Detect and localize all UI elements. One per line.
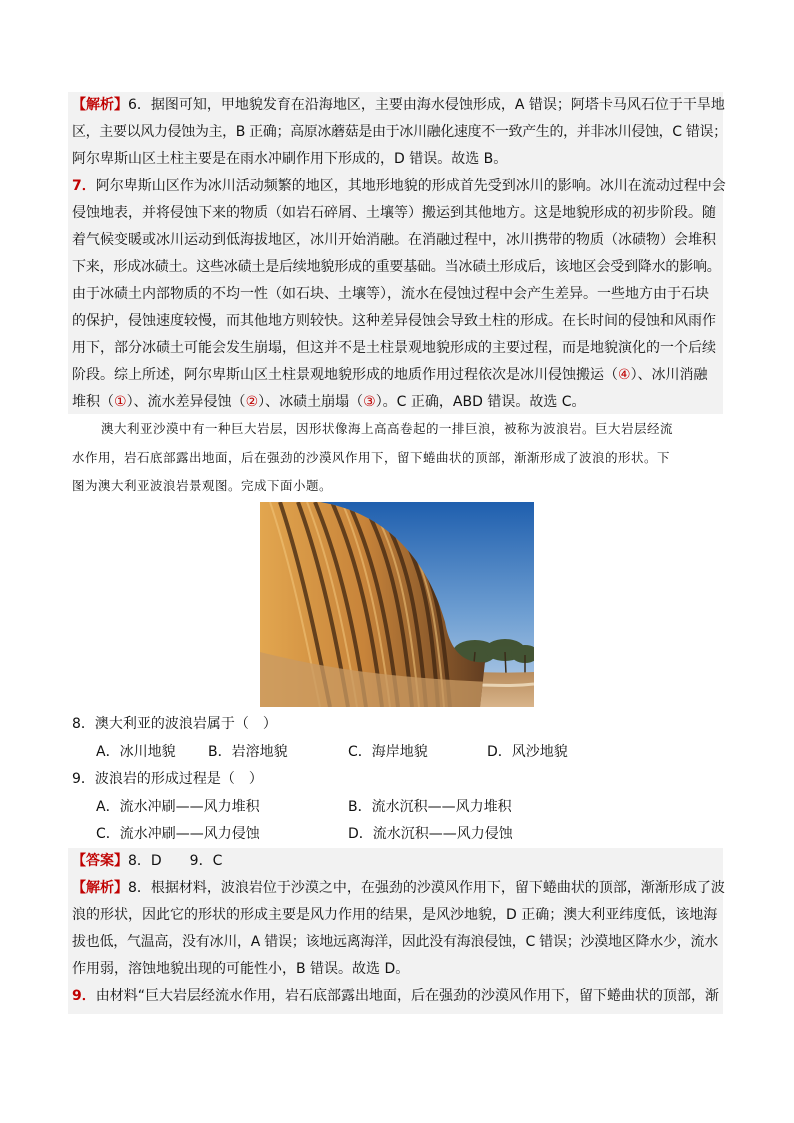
circled-number: ②	[245, 394, 259, 410]
circled-number: ③	[363, 394, 376, 410]
analysis-7-line: 侵蚀地表，并将侵蚀下来的物质（如岩石碎屑、土壤等）搬运到其他地方。这是地貌形成的初步阶段。随	[72, 205, 716, 221]
material-line: 水作用，岩石底部露出地面，后在强劲的沙漠风作用下，留下蜷曲状的顶部，渐渐形成了波浪的形状。下	[72, 450, 671, 465]
answer-line: 【答案】8．D 9．C	[72, 853, 223, 869]
question-8-stem: 8．澳大利亚的波浪岩属于（ ）	[72, 716, 277, 732]
q9-option-c[interactable]: C．流水冲刷——风力侵蚀	[96, 826, 260, 842]
analysis-line: 区，主要以风力侵蚀为主，B 正确；高原冰蘑菇是由于冰川融化速度不一致产生的，并非冰川侵蚀，C 错误；	[72, 124, 727, 140]
circled-number: ④	[618, 367, 631, 383]
analysis-8-line: 拔也低，气温高，没有冰川，A 错误；该地远离海洋，因此没有海浪侵蚀，C 错误；沙漠地区降水少，流水	[72, 934, 719, 950]
analysis-tag: 【解析】	[72, 97, 128, 113]
analysis-7-line: 7．阿尔卑斯山区作为冰川活动频繁的地区，其地形地貌的形成首先受到冰川的影响。冰川在流动过程中会	[72, 178, 726, 194]
analysis-line: 【解析】6．据图可知，甲地貌发育在沿海地区，主要由海水侵蚀形成，A 错误；阿塔卡马风石位于干旱地	[72, 97, 725, 113]
q8-option-c[interactable]: C．海岸地貌	[348, 744, 428, 760]
q7-number: 7．	[72, 178, 96, 194]
analysis-line: 阿尔卑斯山区土柱主要是在雨水冲刷作用下形成的，D 错误。故选 B。	[72, 151, 508, 167]
q8-option-b[interactable]: B．岩溶地貌	[208, 744, 288, 760]
analysis-7-line: 的保护，侵蚀速度较慢，而其他地方则较快。这种差异侵蚀会导致土柱的形成。在长时间的侵蚀和风雨作	[72, 313, 716, 329]
analysis-7-line: 用下，部分冰碛土可能会发生崩塌，但这并不是土柱景观地貌形成的主要过程，而是地貌演化的一个后续	[72, 340, 716, 356]
analysis-8-line: 【解析】8．根据材料，波浪岩位于沙漠之中，在强劲的沙漠风作用下，留下蜷曲状的顶部，渐渐形成了波	[72, 880, 725, 896]
question-9-stem: 9．波浪岩的形成过程是（ ）	[72, 771, 263, 787]
circled-number: ①	[114, 394, 127, 410]
analysis-tag: 【解析】	[72, 880, 128, 896]
q9-number: 9．	[72, 988, 96, 1004]
analysis-7-line: 下来，形成冰碛土。这些冰碛土是后续地貌形成的重要基础。当冰碛土形成后，该地区会受到降水的影响。	[72, 259, 721, 275]
material-line: 澳大利亚沙漠中有一种巨大岩层，因形状像海上高高卷起的一排巨浪，被称为波浪岩。巨大岩层经流	[101, 421, 674, 436]
material-line: 图为澳大利亚波浪岩景观图。完成下面小题。	[72, 478, 333, 493]
analysis-7-line: 着气候变暖或冰川运动到低海拔地区，冰川开始消融。在消融过程中，冰川携带的物质（冰碛物）会堆积	[72, 232, 716, 248]
q8-option-a[interactable]: A．冰川地貌	[96, 744, 176, 760]
answer-tag: 【答案】	[72, 853, 128, 869]
q9-option-d[interactable]: D．流水沉积——风力侵蚀	[348, 826, 513, 842]
analysis-8-line: 浪的形状，因此它的形状的形成主要是风力作用的结果，是风沙地貌，D 正确；澳大利亚纬度低，该地海	[72, 907, 718, 923]
analysis-9-line: 9．由材料“巨大岩层经流水作用，岩石底部露出地面，后在强劲的沙漠风作用下，留下蜷曲状的顶部，渐	[72, 988, 720, 1004]
q8-option-d[interactable]: D．风沙地貌	[487, 744, 568, 760]
analysis-7-line: 由于冰碛土内部物质的不均一性（如石块、土壤等），流水在侵蚀过程中会产生差异。一些地方由于石块	[72, 286, 709, 302]
q9-option-b[interactable]: B．流水沉积——风力堆积	[348, 799, 512, 815]
q9-option-a[interactable]: A．流水冲刷——风力堆积	[96, 799, 260, 815]
analysis-7-line: 堆积（①）、流水差异侵蚀（②）、冰碛土崩塌（③）。C 正确，ABD 错误。故选 C。	[72, 394, 586, 410]
wave-rock-photo	[260, 502, 534, 707]
analysis-7-line: 阶段。综上所述，阿尔卑斯山区土柱景观地貌形成的地质作用过程依次是冰川侵蚀搬运（④）、冰川消融	[72, 367, 708, 383]
analysis-8-line: 作用弱，溶蚀地貌出现的可能性小，B 错误。故选 D。	[72, 961, 410, 977]
